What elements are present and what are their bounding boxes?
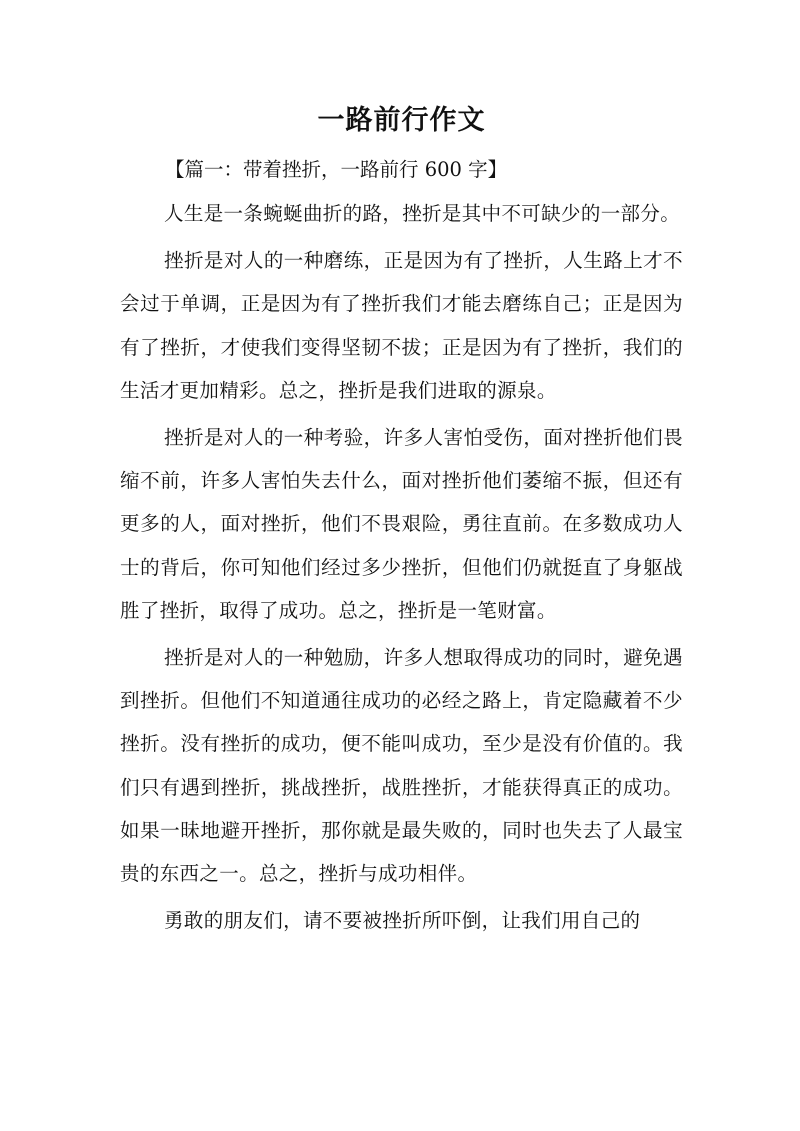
paragraph-1: 人生是一条蜿蜒曲折的路，挫折是其中不可缺少的一部分。 [164, 202, 681, 225]
document-title: 一路前行作文 [317, 105, 486, 136]
paragraph-2: 挫折是对人的一种磨练，正是因为有了挫折，人生路上才不会过于单调，正是因为有了挫折我们才能去磨练自己；正是因为有了挫折，才使我们变得坚韧不拔；正是因为有了挫折，我们的生活才更加精彩。总之，挫折是我们进取的源泉。 [120, 249, 683, 402]
document-page [120, 95, 683, 946]
paragraph-5: 勇敢的朋友们，请不要被挫折所吓倒，让我们用自己的 [164, 909, 641, 933]
section-heading: 【篇一：带着挫折，一路前行 600 字】 [165, 158, 508, 181]
paragraph-3: 挫折是对人的一种考验，许多人害怕受伤，面对挫折他们畏缩不前，许多人害怕失去什么，面对挫折他们萎缩不振，但还有更多的人，面对挫折，他们不畏艰险，勇往直前。在多数成功人士的背后，你可知他们经过多少挫折，但他们仍就挺直了身躯战胜了挫折，取得了成功。总之，挫折是一笔财富。 [120, 426, 683, 622]
paragraph-4: 挫折是对人的一种勉励，许多人想取得成功的同时，避免遇到挫折。但他们不知道通往成功的必经之路上，肯定隐藏着不少挫折。没有挫折的成功，便不能叫成功，至少是没有价值的。我们只有遇到挫折，挑战挫折，战胜挫折，才能获得真正的成功。如果一昧地避开挫折，那你就是最失败的，同时也失去了人最宝贵的东西之一。总之，挫折与成功相伴。 [120, 646, 683, 886]
